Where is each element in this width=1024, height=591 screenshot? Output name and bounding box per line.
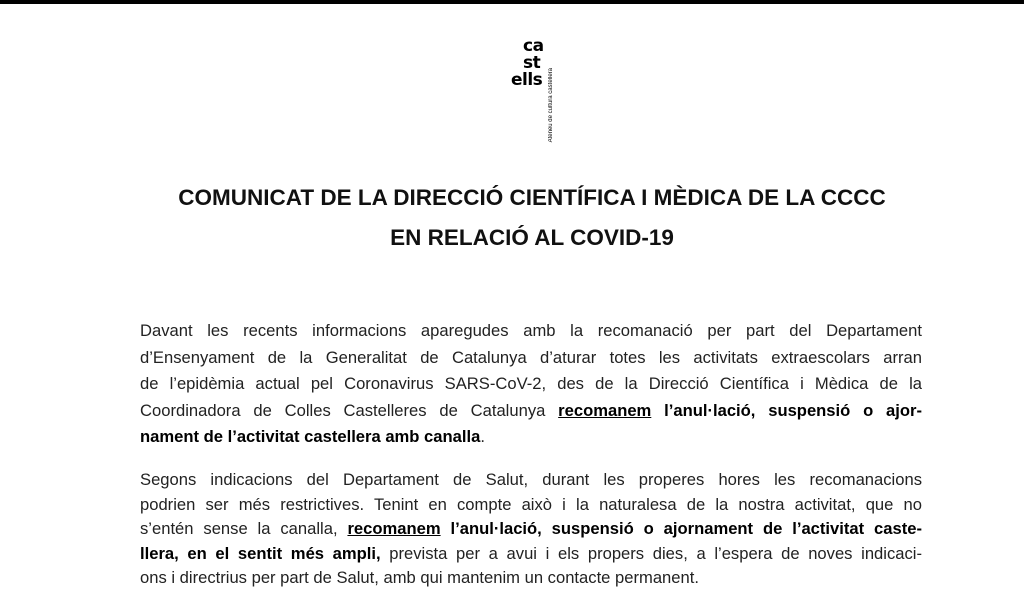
paragraph-2-line-5: ons i directrius per part de Salut, amb qui mantenim un contacte permanent.: [140, 568, 699, 587]
title-line-2: EN RELACIÓ AL COVID-19: [390, 225, 674, 250]
paragraph-2-line-1: Segons indicacions del Departament de Salut, durant les properes hores les recomanacions: [140, 470, 922, 489]
paragraph-2: [140, 468, 922, 591]
paragraph-1: [140, 318, 922, 451]
paragraph-1-line-5: [140, 424, 922, 451]
logo-line-2: st: [523, 53, 541, 73]
p1-l5-bold: nament de l’activitat castellera amb canalla: [140, 427, 481, 446]
p2-l4-bold: llera, en el sentit més ampli,: [140, 543, 381, 563]
p1-l4-text: Coordinadora de Colles Castelleres de Catalunya: [140, 400, 559, 420]
castells-logo: [505, 36, 565, 143]
paragraph-1-line-3: de l’epidèmia actual pel Coronavirus SARS-CoV-2, des de la Direcció Científica i Mèdica de la: [140, 374, 922, 393]
p1-l5-end: .: [480, 427, 485, 446]
paragraph-2-line-4: [140, 542, 922, 567]
p1-l4-underline: recomanem: [558, 400, 652, 420]
paragraph-1-line-2: d’Ensenyament de la Generalitat de Catalunya d’aturar totes les activitats extraescolars arran: [140, 347, 922, 367]
p2-l3-text: s’entén sense la canalla,: [140, 519, 348, 538]
paragraph-2-line-3: [140, 517, 922, 542]
paragraph-1-line-4: [140, 398, 922, 425]
logo-wordmark: [505, 38, 544, 89]
top-border: [0, 0, 1024, 4]
logo-line-3: ells: [511, 70, 543, 90]
document-title: [0, 178, 1024, 258]
p2-l4-text: prevista per a avui i els propers dies, a l’espera de noves indicaci-: [380, 543, 922, 563]
logo-tagline: Ateneu de cultura castellera: [548, 68, 554, 143]
paragraph-2-line-2: podrien ser més restrictives. Tenint en compte això i la naturalesa de la nostra activitat, que no: [140, 494, 922, 514]
p2-l3-bold: l’anul·lació, suspensió o ajornament de l’activitat caste-: [440, 519, 923, 538]
p1-l4-bold: l’anul·lació, suspensió o ajor-: [651, 400, 922, 420]
p2-l3-underline: recomanem: [347, 519, 441, 538]
title-line-1: COMUNICAT DE LA DIRECCIÓ CIENTÍFICA I MÈDICA DE LA CCCC: [178, 185, 886, 210]
logo-line-1: ca: [523, 36, 544, 56]
paragraph-1-line-1: Davant les recents informacions aparegudes amb la recomanació per part del Departament: [140, 321, 922, 340]
